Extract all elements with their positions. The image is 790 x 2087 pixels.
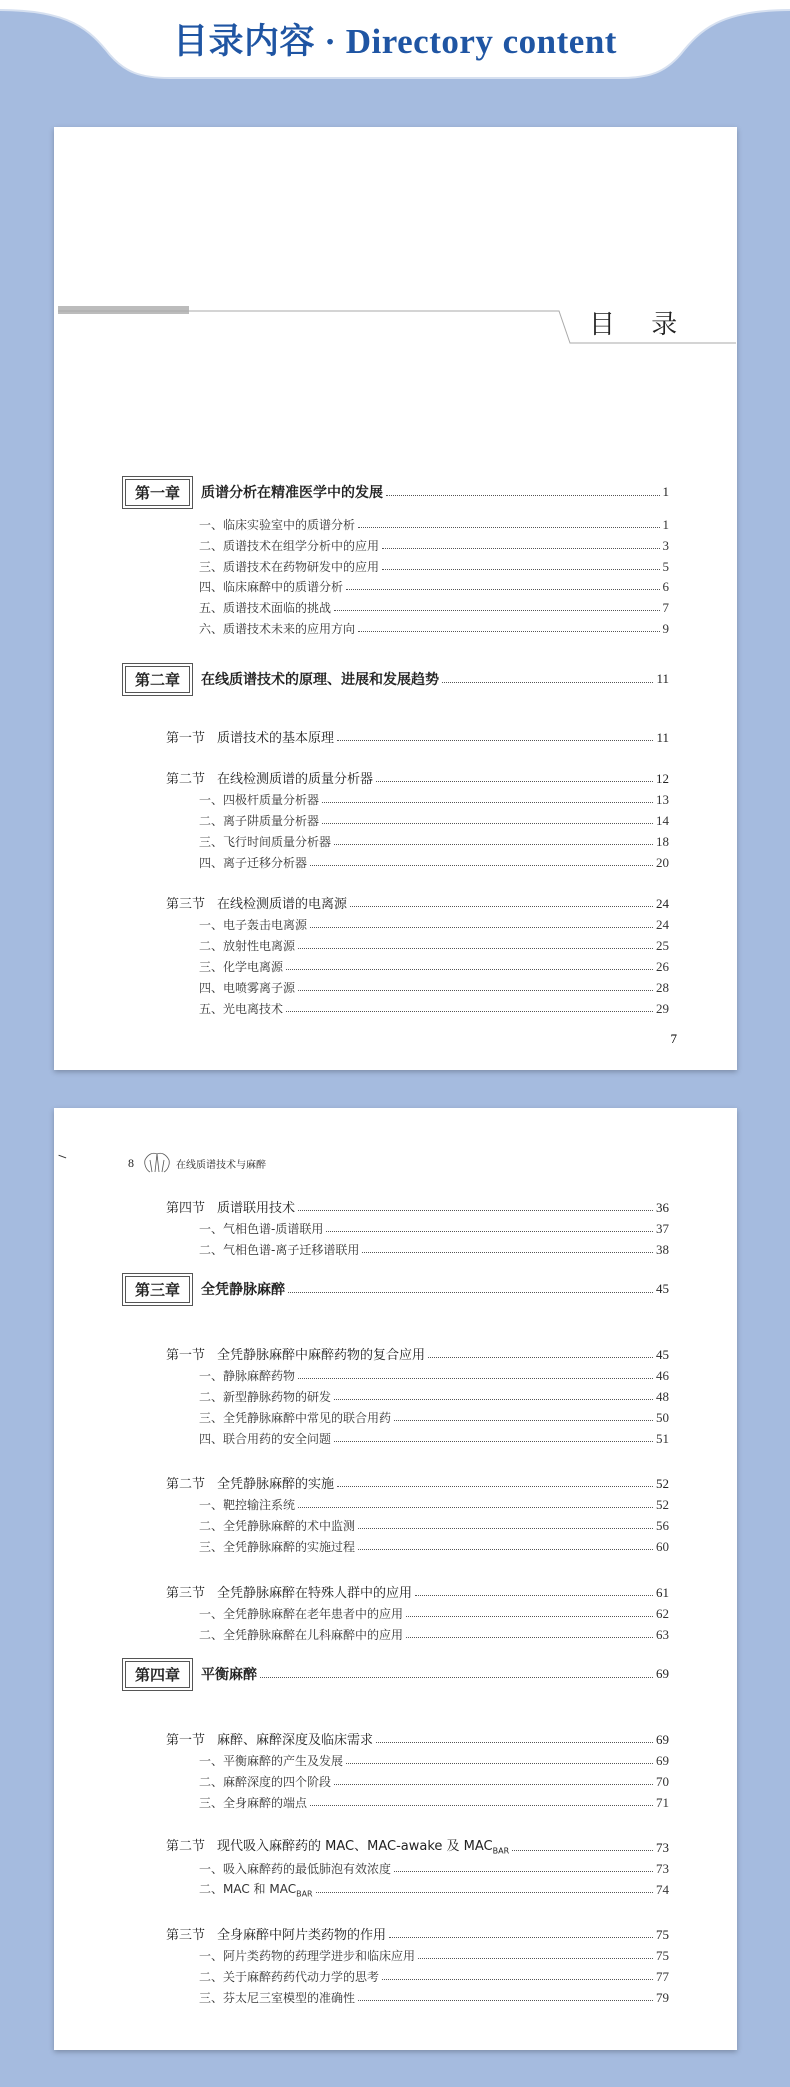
subsection-entry — [199, 1238, 669, 1258]
page-ref: 25 — [656, 938, 669, 953]
subsection-title: 二、气相色谱-离子迁移谱联用 — [199, 1243, 360, 1257]
page-ref: 50 — [656, 1410, 669, 1425]
dot-leader — [512, 1850, 653, 1851]
subsection-title: 一、四极杆质量分析器 — [199, 793, 320, 807]
page-ref: 1 — [662, 484, 669, 499]
section-title: 在线检测质谱的电离源 — [217, 897, 348, 912]
subsection-entry — [199, 1986, 669, 2006]
subsection-entry — [199, 809, 669, 829]
section-entry — [166, 1923, 669, 1943]
page-ref: 9 — [662, 621, 669, 636]
subsection-entry — [199, 1514, 669, 1534]
entry-label — [166, 1344, 425, 1363]
section-title: 质谱技术的基本原理 — [217, 731, 335, 746]
subsection-entry — [199, 1623, 669, 1643]
dot-leader — [310, 1805, 653, 1806]
page-ref: 26 — [656, 959, 669, 974]
subsection-title: 三、质谱技术在药物研发中的应用 — [199, 560, 380, 574]
subsection-entry — [199, 976, 669, 996]
page-ref: 7 — [662, 600, 669, 615]
chapter-label: 第四章 — [125, 1661, 190, 1688]
subsection-title: 三、芬太尼三室模型的准确性 — [199, 1991, 356, 2005]
subsection-entry — [199, 1217, 669, 1237]
section-entry — [166, 1343, 669, 1363]
page-ref: 11 — [656, 730, 669, 745]
dot-leader — [288, 1292, 653, 1293]
chapter-title: 全凭静脉麻醉 — [201, 1282, 286, 1298]
dot-leader — [346, 1763, 653, 1764]
dot-leader — [316, 1892, 653, 1893]
dot-leader — [394, 1871, 653, 1872]
chapter-entry — [122, 663, 669, 695]
section-entry — [166, 892, 669, 912]
subsection-entry — [199, 1749, 669, 1769]
chapter-title: 平衡麻醉 — [201, 1667, 258, 1683]
subsection-entry — [199, 555, 669, 575]
entry-label — [199, 1538, 355, 1555]
page-ref: 52 — [656, 1476, 669, 1491]
page-ref: 20 — [656, 855, 669, 870]
section-label: 第一节 — [166, 1348, 206, 1363]
page-ref: 36 — [656, 1200, 669, 1215]
section-entry — [166, 1472, 669, 1492]
dot-leader — [326, 1231, 653, 1232]
dot-leader — [337, 1486, 653, 1487]
entry-label — [166, 1473, 334, 1492]
section-label: 第三节 — [166, 1928, 206, 1943]
dot-leader — [286, 1011, 653, 1012]
chapter-entry — [122, 476, 669, 508]
section-entry — [166, 767, 669, 787]
entry-label — [166, 1729, 373, 1748]
subsection-title: 六、质谱技术未来的应用方向 — [199, 622, 356, 636]
entry-label — [199, 1220, 323, 1237]
section-label: 第四节 — [166, 1201, 206, 1216]
subsection-entry — [199, 913, 669, 933]
page-ref: 52 — [656, 1497, 669, 1512]
subsection-entry — [199, 1965, 669, 1985]
chapter-label-box — [122, 1273, 193, 1306]
running-header — [128, 1150, 266, 1176]
entry-label — [199, 937, 295, 954]
dot-leader — [418, 1958, 653, 1959]
dot-leader — [334, 1399, 653, 1400]
page-ref: 56 — [656, 1518, 669, 1533]
entry-label — [166, 727, 334, 746]
dot-leader — [322, 823, 653, 824]
chapter-title: 在线质谱技术的原理、进展和发展趋势 — [201, 672, 440, 688]
chapter-entry — [122, 1273, 669, 1305]
dot-leader — [406, 1616, 653, 1617]
page-ref: 75 — [656, 1927, 669, 1942]
dot-leader — [376, 1742, 653, 1743]
page-ref: 62 — [656, 1606, 669, 1621]
page-number: 8 — [128, 1155, 134, 1170]
page-ref: 74 — [656, 1882, 669, 1897]
subsection-title: 二、关于麻醉药药代动力学的思考 — [199, 1970, 380, 1984]
page-ref: 75 — [656, 1948, 669, 1963]
entry-label — [199, 791, 319, 808]
entry-label — [199, 1517, 355, 1534]
page-ref: 60 — [656, 1539, 669, 1554]
subsection-entry — [199, 1535, 669, 1555]
subsection-entry — [199, 1770, 669, 1790]
chapter-label: 第一章 — [125, 479, 190, 506]
subsection-title: 一、全凭静脉麻醉在老年患者中的应用 — [199, 1607, 404, 1621]
entry-label — [199, 1947, 415, 1964]
subsection-entry — [199, 1878, 669, 1898]
subsection-title: 一、临床实验室中的质谱分析 — [199, 518, 356, 532]
chapter-label-box — [122, 1658, 193, 1691]
entry-label — [199, 1367, 295, 1384]
toc-page-1 — [54, 127, 737, 1070]
subscript: BAR — [492, 1847, 510, 1856]
dot-leader — [337, 740, 653, 741]
entry-label — [166, 768, 373, 787]
page-ref: 73 — [656, 1840, 669, 1855]
entry-label — [199, 916, 307, 933]
chapter-entry — [122, 1658, 669, 1690]
subsection-entry — [199, 1493, 669, 1513]
dot-leader — [334, 1784, 653, 1785]
subsection-title: 一、阿片类药物的药理学进步和临床应用 — [199, 1949, 416, 1963]
dot-leader — [389, 1937, 653, 1938]
entry-label — [199, 1605, 403, 1622]
dot-leader — [334, 1441, 653, 1442]
entry-label — [166, 893, 347, 912]
dot-leader — [394, 1420, 653, 1421]
dot-leader — [322, 802, 653, 803]
dot-leader — [376, 781, 653, 782]
page-ref: 45 — [656, 1347, 669, 1362]
subsection-title: 二、离子阱质量分析器 — [199, 814, 320, 828]
dot-leader — [442, 682, 653, 683]
entry-label — [199, 833, 331, 850]
dot-leader — [358, 2000, 653, 2001]
subsection-entry — [199, 513, 669, 533]
section-label: 第三节 — [166, 1586, 206, 1601]
page-ref: 69 — [656, 1732, 669, 1747]
margin-mark — [58, 1155, 67, 1161]
entry-label — [199, 1880, 313, 1898]
section-title: 现代吸入麻醉药的 MAC、MAC-awake 及 MAC — [217, 1839, 493, 1855]
entry-label — [199, 979, 295, 996]
subsection-entry — [199, 830, 669, 850]
page-ref: 71 — [656, 1795, 669, 1810]
page-ref: 1 — [662, 517, 669, 532]
entry-label — [199, 599, 331, 616]
section-title: 全凭静脉麻醉的实施 — [217, 1477, 335, 1492]
entry-label — [199, 516, 355, 533]
dot-leader — [358, 1549, 653, 1550]
dot-leader — [362, 1252, 653, 1253]
dot-leader — [406, 1637, 653, 1638]
chapter-label: 第二章 — [125, 666, 190, 693]
section-title: 质谱联用技术 — [217, 1201, 296, 1216]
dot-leader — [346, 589, 659, 590]
section-entry — [166, 1728, 669, 1748]
subsection-entry — [199, 1944, 669, 1964]
dot-leader — [286, 969, 653, 970]
page-ref: 12 — [656, 771, 669, 786]
section-label: 第二节 — [166, 1477, 206, 1492]
subsection-entry — [199, 997, 669, 1017]
section-title: 在线检测质谱的质量分析器 — [217, 772, 374, 787]
section-label: 第三节 — [166, 897, 206, 912]
chapter-label: 第三章 — [125, 1276, 190, 1303]
subsection-entry — [199, 1791, 669, 1811]
subsection-title: 二、全凭静脉麻醉在儿科麻醉中的应用 — [199, 1628, 404, 1642]
dot-leader — [310, 927, 653, 928]
section-label: 第一节 — [166, 731, 206, 746]
dot-leader — [386, 495, 659, 496]
subsection-title: 二、全凭静脉麻醉的术中监测 — [199, 1519, 356, 1533]
page-ref: 45 — [656, 1281, 669, 1296]
subsection-title: 一、电子轰击电离源 — [199, 918, 308, 932]
subsection-entry — [199, 596, 669, 616]
entry-label — [199, 958, 283, 975]
entry-label — [199, 854, 307, 871]
subsection-entry — [199, 1385, 669, 1405]
entry-label — [166, 1924, 386, 1943]
dot-leader — [298, 990, 653, 991]
subsection-entry — [199, 934, 669, 954]
dot-leader — [350, 906, 653, 907]
subsection-title: 三、化学电离源 — [199, 960, 284, 974]
entry-label — [166, 1582, 412, 1601]
page-ref: 13 — [656, 792, 669, 807]
page-ref: 38 — [656, 1242, 669, 1257]
section-label: 第一节 — [166, 1733, 206, 1748]
dot-leader — [415, 1595, 653, 1596]
entry-label — [199, 1626, 403, 1643]
dot-leader — [334, 844, 653, 845]
page-ref: 5 — [662, 559, 669, 574]
entry-label — [199, 1794, 307, 1811]
subsection-entry — [199, 788, 669, 808]
subsection-title: 三、全凭静脉麻醉中常见的联合用药 — [199, 1411, 392, 1425]
entry-label — [166, 1197, 295, 1216]
subsection-entry — [199, 575, 669, 595]
subsection-entry — [199, 1406, 669, 1426]
entry-label — [199, 1773, 331, 1790]
subsection-title: 二、放射性电离源 — [199, 939, 296, 953]
page-ref: 37 — [656, 1221, 669, 1236]
section-label: 第二节 — [166, 1839, 206, 1855]
page-ref: 79 — [656, 1990, 669, 2005]
subsection-title: 五、光电离技术 — [199, 1002, 284, 1016]
entry-label — [199, 1968, 379, 1985]
page-ref: 69 — [656, 1666, 669, 1681]
entry-label — [199, 1409, 391, 1426]
page-ref: 29 — [656, 1001, 669, 1016]
section-title: 麻醉、麻醉深度及临床需求 — [217, 1733, 374, 1748]
running-title: 在线质谱技术与麻醉 — [176, 1159, 266, 1171]
subsection-title: 二、麻醉深度的四个阶段 — [199, 1775, 332, 1789]
entry-label — [199, 537, 379, 554]
subsection-title: 二、新型静脉药物的研发 — [199, 1390, 332, 1404]
book-emblem-icon — [142, 1150, 172, 1176]
subsection-title: 二、质谱技术在组学分析中的应用 — [199, 539, 380, 553]
entry-label — [199, 1388, 331, 1405]
page-ref: 61 — [656, 1585, 669, 1600]
dot-leader — [298, 1378, 653, 1379]
page-ref: 51 — [656, 1431, 669, 1446]
page-ref: 46 — [656, 1368, 669, 1383]
entry-label — [199, 812, 319, 829]
section-entry — [166, 1836, 669, 1856]
dot-leader — [358, 527, 659, 528]
entry-label — [199, 1860, 391, 1877]
entry-label — [199, 1752, 343, 1769]
subsection-entry — [199, 1427, 669, 1447]
subsection-title: 一、气相色谱-质谱联用 — [199, 1222, 324, 1236]
entry-label — [166, 1835, 509, 1856]
chapter-label-box — [122, 476, 193, 509]
section-title: 全凭静脉麻醉在特殊人群中的应用 — [217, 1586, 413, 1601]
page-ref: 70 — [656, 1774, 669, 1789]
page-ref: 18 — [656, 834, 669, 849]
page-ref: 6 — [662, 579, 669, 594]
dot-leader — [310, 865, 653, 866]
page-ref: 73 — [656, 1861, 669, 1876]
page-number: 7 — [670, 1031, 677, 1046]
dot-leader — [358, 631, 659, 632]
subsection-title: 三、全凭静脉麻醉的实施过程 — [199, 1540, 356, 1554]
entry-label — [199, 558, 379, 575]
page-ref: 69 — [656, 1753, 669, 1768]
subsection-entry — [199, 1364, 669, 1384]
entry-label — [199, 1430, 331, 1447]
page-ref: 3 — [662, 538, 669, 553]
entry-label — [199, 1241, 359, 1258]
section-title: 全身麻醉中阿片类药物的作用 — [217, 1928, 387, 1943]
subsection-entry — [199, 955, 669, 975]
section-entry — [166, 726, 669, 746]
dot-leader — [298, 1507, 653, 1508]
entry-label — [199, 1496, 295, 1513]
subsection-title: 一、平衡麻醉的产生及发展 — [199, 1754, 344, 1768]
page-ref: 24 — [656, 896, 669, 911]
page-ref: 48 — [656, 1389, 669, 1404]
dot-leader — [382, 548, 659, 549]
subsection-entry — [199, 851, 669, 871]
dot-leader — [428, 1357, 653, 1358]
dot-leader — [298, 948, 653, 949]
dot-leader — [334, 610, 659, 611]
dot-leader — [358, 1528, 653, 1529]
subsection-entry — [199, 1602, 669, 1622]
page-ref: 77 — [656, 1969, 669, 1984]
entry-label — [199, 1000, 283, 1017]
subsection-title: 四、联合用药的安全问题 — [199, 1432, 332, 1446]
subsection-title: 一、静脉麻醉药物 — [199, 1369, 296, 1383]
chapter-title: 质谱分析在精准医学中的发展 — [201, 485, 384, 501]
subsection-title: 一、吸入麻醉药的最低肺泡有效浓度 — [199, 1862, 392, 1876]
dot-leader — [260, 1677, 653, 1678]
subsection-title: 二、MAC 和 MAC — [199, 1881, 297, 1896]
dot-leader — [382, 569, 659, 570]
entry-label — [199, 620, 355, 637]
subsection-title: 四、离子迁移分析器 — [199, 856, 308, 870]
top-banner — [0, 0, 790, 90]
contents-heading: 目 录 — [589, 310, 692, 340]
subsection-title: 五、质谱技术面临的挑战 — [199, 601, 332, 615]
section-entry — [166, 1196, 669, 1216]
dot-leader — [382, 1979, 653, 1980]
entry-label — [199, 578, 343, 595]
subsection-title: 一、靶控输注系统 — [199, 1498, 296, 1512]
page-ref: 14 — [656, 813, 669, 828]
entry-label — [199, 1989, 355, 2006]
section-label: 第二节 — [166, 772, 206, 787]
toc-page-2 — [54, 1108, 737, 2050]
subsection-entry — [199, 617, 669, 637]
subsection-title: 三、飞行时间质量分析器 — [199, 835, 332, 849]
section-entry — [166, 1581, 669, 1601]
dot-leader — [298, 1210, 653, 1211]
subsection-entry — [199, 1857, 669, 1877]
page-ref: 28 — [656, 980, 669, 995]
page-ref: 24 — [656, 917, 669, 932]
subsection-title: 四、临床麻醉中的质谱分析 — [199, 580, 344, 594]
subscript: BAR — [296, 1889, 313, 1898]
section-title: 全凭静脉麻醉中麻醉药物的复合应用 — [217, 1348, 426, 1363]
page-ref: 11 — [656, 671, 669, 686]
banner-title: 目录内容 · Directory content — [173, 22, 617, 61]
subsection-title: 三、全身麻醉的端点 — [199, 1796, 308, 1810]
subsection-title: 四、电喷雾离子源 — [199, 981, 296, 995]
subsection-entry — [199, 534, 669, 554]
chapter-label-box — [122, 663, 193, 696]
page-ref: 63 — [656, 1627, 669, 1642]
